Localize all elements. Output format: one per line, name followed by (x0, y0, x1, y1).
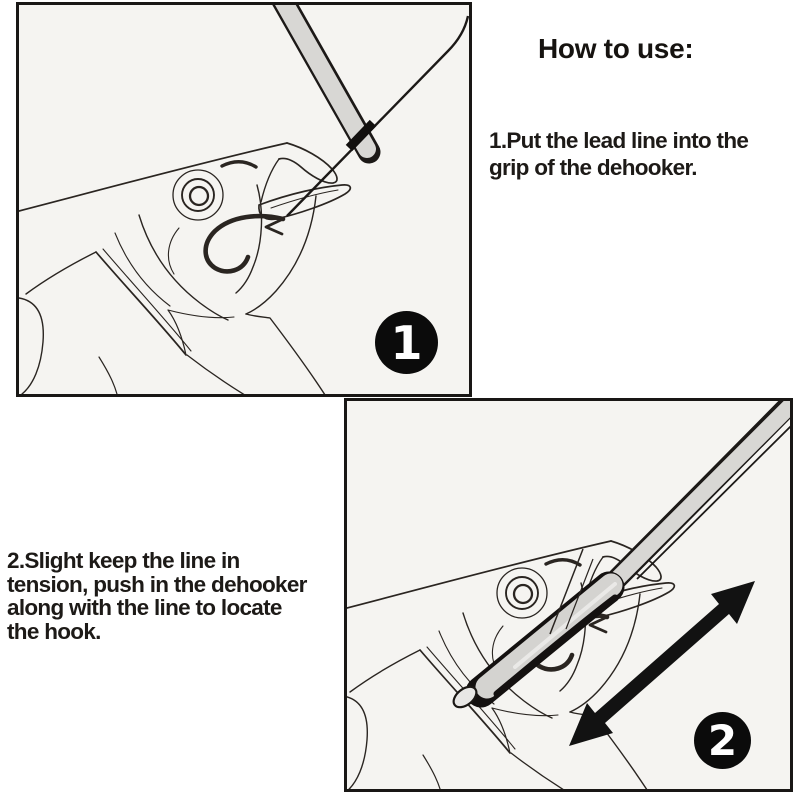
step2-line-3: along with the line to locate (7, 595, 282, 620)
step-2-panel (344, 398, 793, 792)
dehooker-tool-inserted (450, 401, 790, 711)
page-title: How to use: (538, 33, 694, 64)
step2-line-4: the hook. (7, 618, 101, 644)
instruction-step-1 (489, 127, 748, 181)
step-2-badge: 2 (694, 712, 751, 769)
step2-line-1: 2.Slight keep the line in (7, 548, 240, 573)
instruction-step-2 (7, 549, 307, 643)
fishing-line-along-shaft (637, 421, 790, 579)
step1-line-1: 1.Put the lead line into the (489, 128, 749, 153)
step1-line-2: grip of the dehooker. (489, 155, 697, 180)
step-1-panel (16, 2, 472, 397)
step2-line-2: tension, push in the dehooker (7, 571, 307, 597)
step-1-badge: 1 (375, 311, 438, 374)
dehooker-tool (281, 5, 369, 152)
